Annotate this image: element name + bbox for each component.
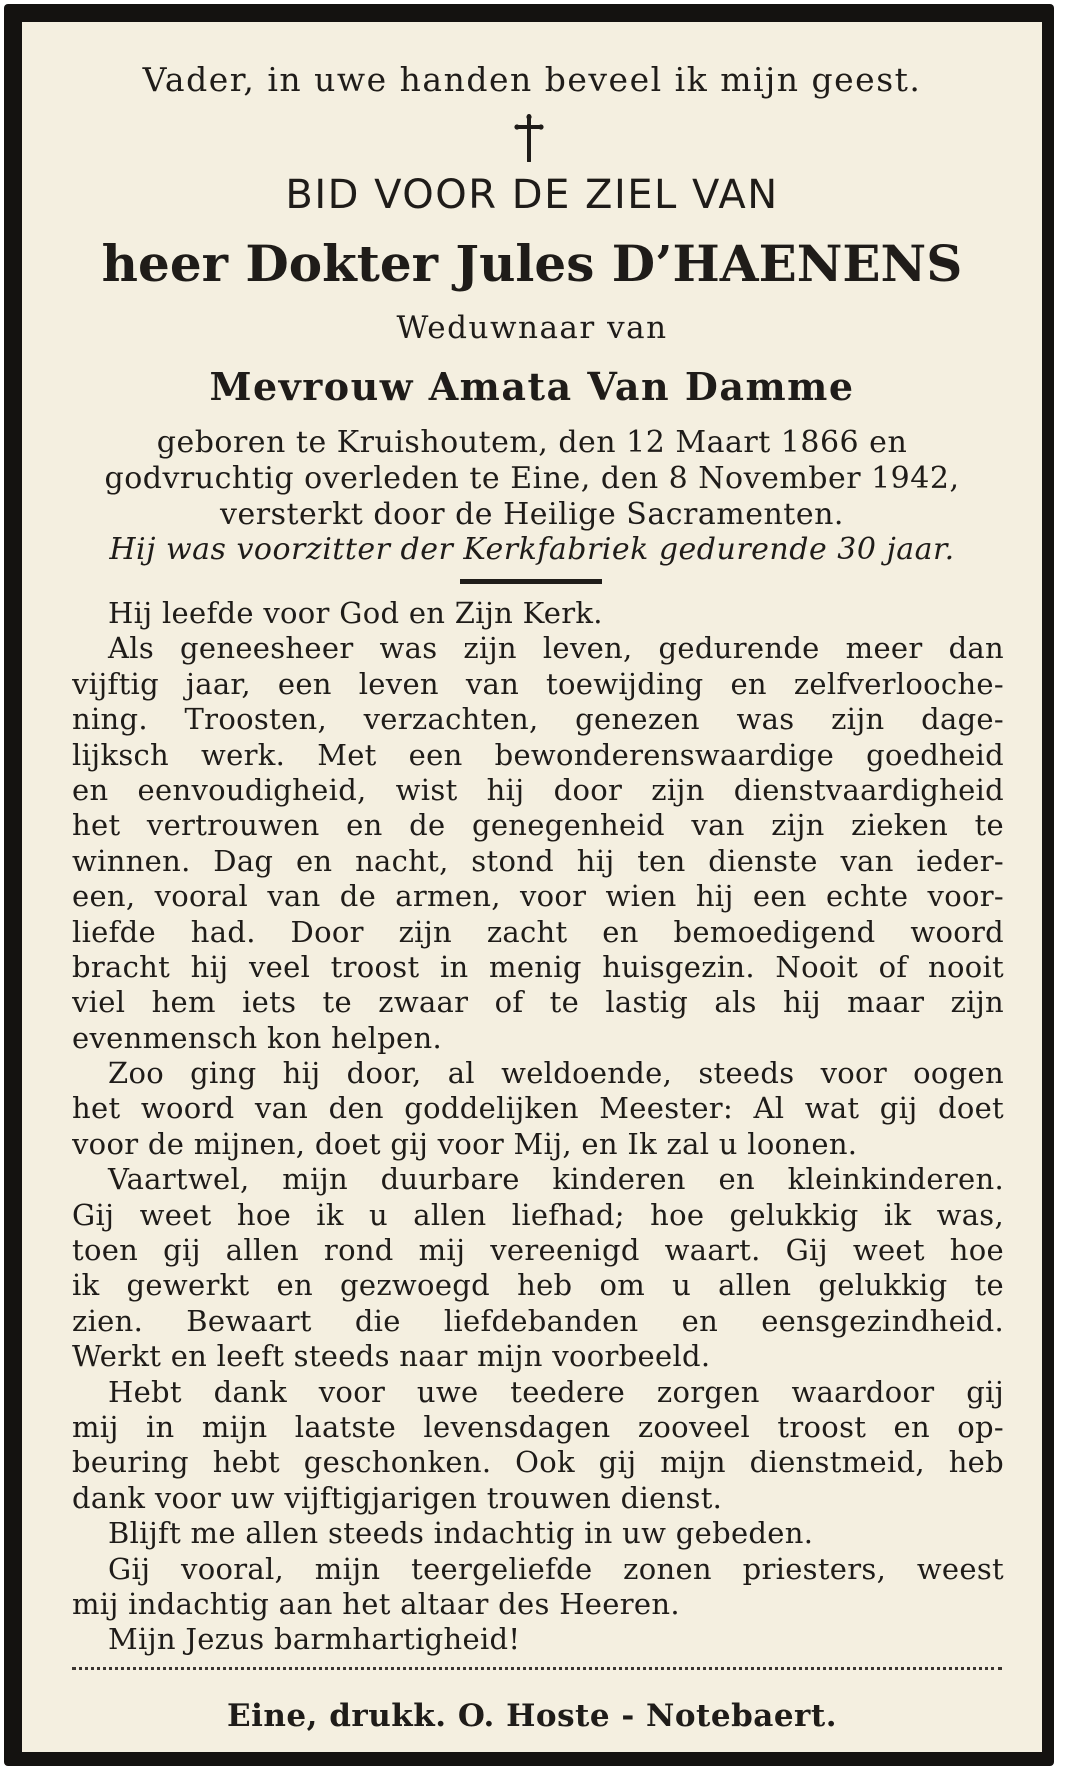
- eulogy-line: Hij leefde voor God en Zijn Kerk.: [108, 596, 603, 630]
- card-paper: [22, 22, 1042, 1752]
- eulogy-line: bracht hij veel troost in menig huisgezin. Nooit of nooit: [72, 949, 1004, 984]
- eulogy-line: mij in mijn laatste levensdagen zooveel troost en op-: [72, 1409, 1004, 1444]
- eulogy-line: ik gewerkt en gezwoegd heb om u allen gelukkig te: [72, 1268, 1004, 1303]
- eulogy-line: beuring hebt geschonken. Ook gij mijn dienstmeid, heb: [72, 1445, 1004, 1480]
- latin-cross-icon: [514, 114, 544, 162]
- motto-text: Vader, in uwe handen beveel ik mijn geest.: [142, 60, 922, 99]
- eulogy-line: lijksch werk. Met een bewonderenswaardige goedheid: [72, 737, 1004, 772]
- eulogy-line: ning. Troosten, verzachten, genezen was zijn dage-: [72, 702, 1004, 737]
- memorial-card: [4, 4, 1054, 1766]
- divider-rule: [460, 579, 602, 584]
- eulogy-line: het vertrouwen en de genegenheid van zijn zieken te: [72, 808, 1004, 843]
- eulogy-line: Hebt dank voor uwe teedere zorgen waardoor gij: [108, 1374, 1004, 1409]
- eulogy-line: mij indachtig aan het altaar des Heeren.: [72, 1586, 680, 1621]
- eulogy-line: liefde had. Door zijn zacht en bemoedigend woord: [72, 914, 1004, 949]
- widower-label: Weduwnaar van: [396, 310, 668, 346]
- eulogy-line: Vaartwel, mijn duurbare kinderen en kleinkinderen.: [108, 1162, 1004, 1197]
- eulogy-line: Blijft me allen steeds indachtig in uw gebeden.: [108, 1516, 814, 1551]
- birth-details: geboren te Kruishoutem, den 12 Maart 1866 en: [156, 425, 908, 460]
- eulogy-line: zien. Bewaart die liefdebanden en eensgezindheid.: [72, 1303, 1004, 1338]
- eulogy-line: evenmensch kon helpen.: [72, 1020, 443, 1055]
- eulogy-line: winnen. Dag en nacht, stond hij ten dienste van ieder-: [72, 843, 1004, 878]
- eulogy-line: Zoo ging hij door, al weldoende, steeds voor oogen: [108, 1056, 1004, 1091]
- eulogy-line: Als geneesheer was zijn leven, gedurende meer dan: [108, 631, 1004, 666]
- eulogy-line: Mijn Jezus barmhartigheid!: [108, 1622, 521, 1657]
- eulogy-line: en eenvoudigheid, wist hij door zijn dienstvaardigheid: [72, 772, 1004, 807]
- eulogy-line: vijftig jaar, een leven van toewijding en zelfverlooche-: [72, 666, 1004, 701]
- prayer-heading: BID VOOR DE ZIEL VAN: [285, 172, 779, 218]
- eulogy-text: [72, 596, 1004, 1658]
- deceased-name: heer Dokter Jules D’HAENENS: [101, 234, 963, 293]
- sacraments-line: versterkt door de Heilige Sacramenten.: [220, 497, 844, 532]
- eulogy-line: voor de mijnen, doet gij voor Mij, en Ik zal u loonen.: [72, 1126, 858, 1161]
- eulogy-line: dank voor uw vijftigjarigen trouwen dienst.: [72, 1480, 723, 1515]
- spouse-name: Mevrouw Amata Van Damme: [209, 364, 855, 409]
- eulogy-line: Werkt en leeft steeds naar mijn voorbeeld.: [72, 1339, 711, 1374]
- eulogy-line: toen gij allen rond mij vereenigd waart. Gij weet hoe: [72, 1233, 1004, 1268]
- eulogy-line: viel hem iets te zwaar of te lastig als hij maar zijn: [72, 985, 1004, 1020]
- death-details: godvruchtig overleden te Eine, den 8 November 1942,: [104, 461, 960, 496]
- church-role-line: Hij was voorzitter der Kerkfabriek gedurende 30 jaar.: [109, 532, 955, 567]
- printer-credit: Eine, drukk. O. Hoste - Notebaert.: [226, 1698, 837, 1734]
- eulogy-line: het woord van den goddelijken Meester: Al wat gij doet: [72, 1091, 1004, 1126]
- dotted-divider: [72, 1667, 1002, 1670]
- eulogy-line: een, vooral van de armen, voor wien hij een echte voor-: [72, 879, 1004, 914]
- eulogy-line: Gij vooral, mijn teergeliefde zonen priesters, weest: [108, 1551, 1004, 1586]
- eulogy-line: Gij weet hoe ik u allen liefhad; hoe gelukkig ik was,: [72, 1197, 1004, 1232]
